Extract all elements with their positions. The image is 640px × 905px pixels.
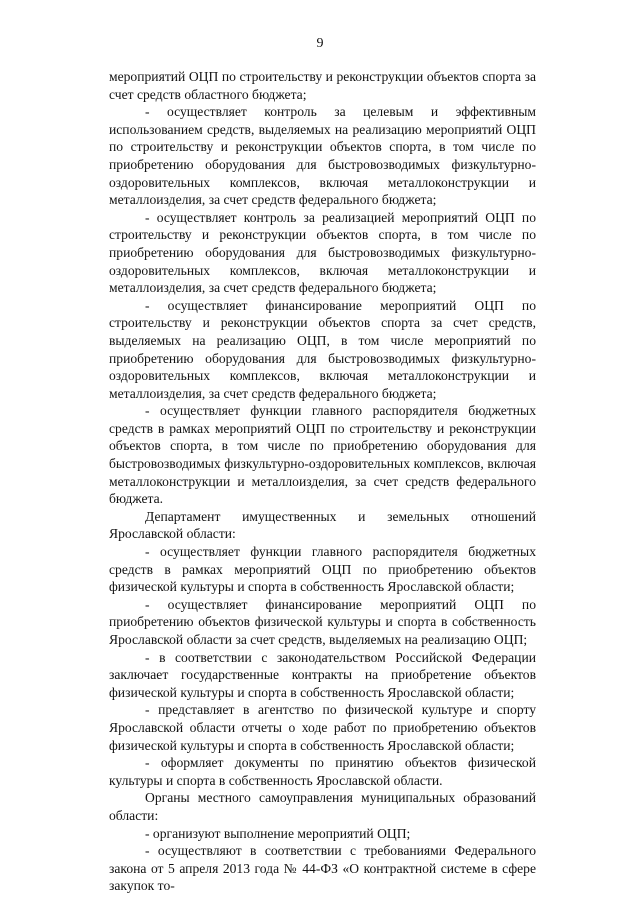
paragraph-10: - представляет в агентство по физической культуре и спорту Ярославской области отчеты о ходе работ по приобретению объектов физической культуры и спорта в собственность Ярославской области;: [109, 702, 536, 753]
paragraph-6: Департамент имущественных и земельных отношений Ярославской области:: [109, 508, 536, 542]
paragraph-9: - в соответствии с законодательством Российской Федерации заключает государственные контракты на приобретение объектов физической культуры и спорта в собственность Ярославской области;: [109, 649, 536, 700]
paragraph-8: - осуществляет финансирование мероприятий ОЦП по приобретению объектов физической культуры и спорта в собственность Ярославской области за счет средств, выделяемых на реализацию ОЦП;: [109, 596, 536, 647]
paragraph-14: - осуществляют в соответствии с требованиями Федерального закона от 5 апреля 2013 года № 44-ФЗ «О контрактной системе в сфере закупок то-: [109, 843, 536, 894]
paragraph-13: - организуют выполнение мероприятий ОЦП;: [145, 825, 411, 841]
paragraph-7: - осуществляет функции главного распорядителя бюджетных средств в рамках мероприятий ОЦП по приобретению объектов физической культуры и спорта в собственность Ярославской области;: [109, 544, 536, 595]
paragraph-2: - осуществляет контроль за целевым и эффективным использованием средств, выделяемых на реализацию мероприятий ОЦП по строительству и реконструкции объектов спорта, в том числе по приобретению оборудования для быстровозводимых физкультурно-оздоровительных комплексов, включая металлоконструкции и металлоизделия, за счет средств федерального бюджета;: [109, 104, 536, 208]
paragraph-1: мероприятий ОЦП по строительству и реконструкции объектов спорта за счет средств областного бюджета;: [109, 69, 536, 102]
page-number: 9: [316, 36, 324, 51]
document-body: [109, 68, 536, 895]
paragraph-12: Органы местного самоуправления муниципальных образований области:: [109, 790, 536, 823]
paragraph-4: - осуществляет финансирование мероприятий ОЦП по строительству и реконструкции объектов спорта за счет средств, выделяемых на реализацию ОЦП, в том числе мероприятий по приобретению оборудования для быстровозводимых физкультурно-оздоровительных комплексов, включая металлоконструкции и металлоизделия, за счет средств федерального бюджета;: [109, 297, 536, 401]
paragraph-11: - оформляет документы по принятию объектов физической культуры и спорта в собственность Ярославской области.: [109, 755, 536, 788]
paragraph-5: - осуществляет функции главного распорядителя бюджетных средств в рамках мероприятий ОЦП по строительству и реконструкции объектов спорта, в том числе по приобретению оборудования для быстровозводимых физкультурно-оздоровительных комплексов, включая металлоконструкции и металлоизделия, за счет средств федерального бюджета.: [109, 403, 536, 507]
paragraph-3: - осуществляет контроль за реализацией мероприятий ОЦП по строительству и реконструкции объектов спорта, в том числе по приобретению оборудования для быстровозводимых физкультурно-оздоровительных комплексов, включая металлоконструкции и металлоизделия, за счет средств федерального бюджета;: [109, 209, 536, 296]
